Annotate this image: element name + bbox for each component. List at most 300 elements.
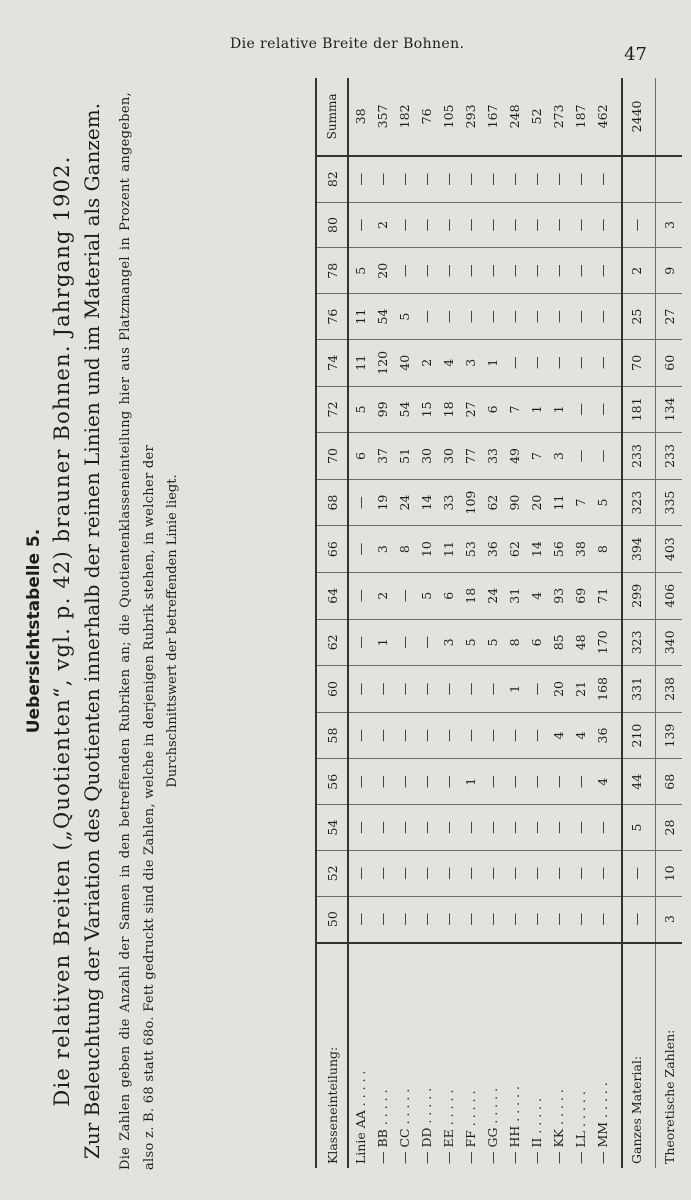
cell-value: — — [525, 805, 547, 851]
cell-value: — — [591, 156, 613, 202]
cell-value: — — [525, 339, 547, 386]
cell-value: 36 — [591, 712, 613, 759]
summa-header: Summa — [316, 78, 348, 156]
sep-cell — [613, 666, 622, 713]
cell-value: — — [525, 202, 547, 248]
cell-value: 11 — [348, 339, 371, 386]
cell-value: — — [481, 896, 503, 942]
cell-value: 5 — [415, 572, 437, 619]
cell-value: — — [481, 850, 503, 896]
total-row-sum: 2440 — [622, 78, 649, 156]
cell-value: — — [569, 850, 591, 896]
cell-value: — — [415, 202, 437, 248]
cell-value: 48 — [569, 619, 591, 666]
theory-row-value: 3 — [656, 202, 683, 248]
total-row-value: 210 — [622, 712, 649, 759]
theory-row — [656, 78, 683, 1168]
cell-value: — — [503, 896, 525, 942]
cell-value: 1 — [459, 759, 481, 805]
cell-value: — — [547, 202, 569, 248]
theory-row-value: 335 — [656, 479, 683, 526]
cell-value: — — [393, 572, 415, 619]
cell-value: — — [415, 896, 437, 942]
cell-value: — — [371, 850, 393, 896]
cell-value: — — [415, 712, 437, 759]
cell-value: — — [481, 202, 503, 248]
cell-value: — — [503, 202, 525, 248]
cell-value: 18 — [437, 386, 459, 433]
cell-value: — — [348, 805, 371, 851]
cell-value: 31 — [503, 572, 525, 619]
cell-value: — — [393, 759, 415, 805]
table-row — [371, 78, 393, 1168]
cell-value: 8 — [393, 526, 415, 573]
row-label: — MM . . . . . — [594, 1082, 610, 1164]
cell-value: — — [481, 712, 503, 759]
table-row — [415, 78, 437, 1168]
sep-cell — [613, 896, 622, 942]
cell-value: — — [415, 805, 437, 851]
theory-row-value: 238 — [656, 666, 683, 713]
cell-value: — — [525, 294, 547, 340]
total-row — [622, 78, 649, 1168]
cell-value: — — [393, 202, 415, 248]
cell-value: — — [348, 712, 371, 759]
cell-value: 37 — [371, 433, 393, 480]
cell-value: — — [569, 386, 591, 433]
cell-value: — — [525, 759, 547, 805]
class-header: 80 — [316, 202, 348, 248]
cell-value: 20 — [371, 248, 393, 294]
cell-value: 1 — [525, 386, 547, 433]
table-heading: Uebersichtstabelle 5. — [24, 528, 44, 734]
cell-value: 1 — [371, 619, 393, 666]
table-row — [525, 78, 547, 1168]
cell-value: — — [459, 294, 481, 340]
class-header: 52 — [316, 850, 348, 896]
cell-value: 1 — [503, 666, 525, 713]
cell-value: 14 — [415, 479, 437, 526]
cell-value: — — [525, 156, 547, 202]
cell-value: 30 — [437, 433, 459, 480]
cell-value: — — [393, 248, 415, 294]
cell-value: — — [371, 666, 393, 713]
cell-value: 51 — [393, 433, 415, 480]
theory-row-value: 60 — [656, 339, 683, 386]
cell-value: — — [459, 156, 481, 202]
cell-value: — — [348, 666, 371, 713]
cell-value: — — [481, 666, 503, 713]
cell-value: 99 — [371, 386, 393, 433]
cell-value: 5 — [591, 479, 613, 526]
cell-value: — — [415, 850, 437, 896]
theory-row-label: Theoretische Zahlen: — [661, 1029, 677, 1164]
sep-cell — [613, 572, 622, 619]
cell-value: 14 — [525, 526, 547, 573]
total-row-value: — — [622, 850, 649, 896]
class-header: 78 — [316, 248, 348, 294]
cell-value: — — [525, 896, 547, 942]
class-header: 50 — [316, 896, 348, 942]
cell-value: — — [503, 294, 525, 340]
cell-value: — — [503, 850, 525, 896]
class-header: 58 — [316, 712, 348, 759]
cell-value: 8 — [503, 619, 525, 666]
separator-row — [613, 78, 622, 1168]
cell-value: 3 — [459, 339, 481, 386]
cell-value: — — [591, 850, 613, 896]
cell-value: — — [437, 805, 459, 851]
cell-value: — — [569, 805, 591, 851]
cell-value: 53 — [459, 526, 481, 573]
cell-value: — — [348, 526, 371, 573]
cell-value: — — [437, 712, 459, 759]
cell-value: 5 — [393, 294, 415, 340]
total-row-label: Ganzes Material: — [628, 1055, 644, 1164]
cell-value: 62 — [481, 479, 503, 526]
theory-row-value: 27 — [656, 294, 683, 340]
cell-value: — — [459, 896, 481, 942]
cell-value: 33 — [481, 433, 503, 480]
theory-row-value: 10 — [656, 850, 683, 896]
cell-value: — — [393, 896, 415, 942]
cell-value: — — [437, 156, 459, 202]
cell-value: 11 — [437, 526, 459, 573]
cell-value: — — [437, 202, 459, 248]
cell-value: 62 — [503, 526, 525, 573]
table-subtitle: Zur Beleuchtung der Variation des Quotienten innerhalb der reinen Linien und im Material als Ganzem. — [80, 102, 104, 1160]
sep-cell — [613, 712, 622, 759]
cell-value: — — [437, 666, 459, 713]
cell-value: 10 — [415, 526, 437, 573]
cell-value: 38 — [569, 526, 591, 573]
row-sum: 182 — [393, 78, 415, 156]
row-sum: 187 — [569, 78, 591, 156]
sep-cell — [613, 202, 622, 248]
cell-value: 18 — [459, 572, 481, 619]
total-row-value: 299 — [622, 572, 649, 619]
cell-value: — — [415, 666, 437, 713]
cell-value: 27 — [459, 386, 481, 433]
data-table-wrapper — [315, 78, 677, 1168]
total-row-value: 181 — [622, 386, 649, 433]
sep-cell — [613, 156, 622, 202]
cell-value: — — [547, 339, 569, 386]
cell-value: — — [371, 156, 393, 202]
cell-value: 7 — [525, 433, 547, 480]
total-row-value: 2 — [622, 248, 649, 294]
class-header: 70 — [316, 433, 348, 480]
cell-value: 54 — [371, 294, 393, 340]
cell-value: — — [437, 896, 459, 942]
cell-value: — — [415, 619, 437, 666]
cell-value: — — [547, 896, 569, 942]
cell-value: 4 — [547, 712, 569, 759]
cell-value: 4 — [569, 712, 591, 759]
total-row-value: 44 — [622, 759, 649, 805]
cell-value: — — [503, 712, 525, 759]
cell-value: — — [503, 248, 525, 294]
sep-cell — [613, 619, 622, 666]
data-table — [315, 78, 682, 1168]
row-sum: 357 — [371, 78, 393, 156]
theory-row-value: 340 — [656, 619, 683, 666]
row-label: — HH . . . . . — [506, 1085, 522, 1164]
cell-value: 69 — [569, 572, 591, 619]
cell-value: — — [393, 712, 415, 759]
row-sum: 76 — [415, 78, 437, 156]
theory-row-pad — [656, 156, 683, 202]
row-sum: 462 — [591, 78, 613, 156]
cell-value: 20 — [547, 666, 569, 713]
cell-value: — — [481, 294, 503, 340]
theory-row-value: 139 — [656, 712, 683, 759]
cell-value: 30 — [415, 433, 437, 480]
cell-value: 7 — [503, 386, 525, 433]
cell-value: — — [459, 850, 481, 896]
cell-value: 71 — [591, 572, 613, 619]
cell-value: — — [348, 759, 371, 805]
total-row-value: 233 — [622, 433, 649, 480]
row-sum: 38 — [348, 78, 371, 156]
sep-cell — [613, 339, 622, 386]
total-row-value: 331 — [622, 666, 649, 713]
cell-value: 2 — [371, 202, 393, 248]
cell-value: — — [393, 850, 415, 896]
cell-value: 2 — [371, 572, 393, 619]
theory-row-value: 403 — [656, 526, 683, 573]
cell-value: — — [503, 805, 525, 851]
theory-row-sum — [656, 78, 683, 156]
row-label: — FF . . . . . — [462, 1090, 478, 1164]
cell-value: — — [437, 294, 459, 340]
cell-value: 109 — [459, 479, 481, 526]
class-header: 56 — [316, 759, 348, 805]
theory-row-value: 233 — [656, 433, 683, 480]
cell-value: 4 — [525, 572, 547, 619]
row-label: Linie AA . . . . . — [352, 1070, 368, 1164]
row-sum: 52 — [525, 78, 547, 156]
cell-value: — — [459, 712, 481, 759]
cell-value: — — [348, 479, 371, 526]
cell-value: — — [348, 156, 371, 202]
cell-value: 21 — [569, 666, 591, 713]
cell-value: — — [525, 850, 547, 896]
cell-value: — — [591, 248, 613, 294]
page-number: 47 — [624, 44, 647, 65]
cell-value: — — [348, 202, 371, 248]
cell-value: — — [481, 156, 503, 202]
sep-cell — [613, 805, 622, 851]
table-row — [459, 78, 481, 1168]
class-header: 54 — [316, 805, 348, 851]
cell-value: — — [591, 896, 613, 942]
sep-cell — [613, 248, 622, 294]
total-row-value: 323 — [622, 619, 649, 666]
cell-value: — — [591, 202, 613, 248]
class-header: 82 — [316, 156, 348, 202]
total-row-value: 25 — [622, 294, 649, 340]
theory-row-value: 68 — [656, 759, 683, 805]
cell-value: — — [503, 759, 525, 805]
row-sum: 167 — [481, 78, 503, 156]
cell-value: — — [393, 805, 415, 851]
cell-value: — — [547, 805, 569, 851]
cell-value: — — [547, 759, 569, 805]
cell-value: — — [503, 339, 525, 386]
cell-value: — — [371, 896, 393, 942]
cell-value: 93 — [547, 572, 569, 619]
cell-value: 24 — [393, 479, 415, 526]
row-label: — GG . . . . . — [484, 1087, 500, 1164]
sep-cell — [613, 386, 622, 433]
class-header: 76 — [316, 294, 348, 340]
row-label: — CC . . . . . — [396, 1088, 412, 1164]
sep-cell — [613, 294, 622, 340]
theory-row-value: 28 — [656, 805, 683, 851]
table-row — [348, 78, 371, 1168]
cell-value: — — [393, 156, 415, 202]
sep-cell — [613, 433, 622, 480]
total-row-value: — — [622, 896, 649, 942]
cell-value: 11 — [348, 294, 371, 340]
theory-row-value: 406 — [656, 572, 683, 619]
cell-value: — — [569, 433, 591, 480]
row-label: — II . . . . . — [528, 1097, 544, 1164]
theory-row-value: 3 — [656, 896, 683, 942]
cell-value: — — [569, 248, 591, 294]
cell-value: — — [569, 202, 591, 248]
table-row — [393, 78, 415, 1168]
cell-value: 5 — [459, 619, 481, 666]
total-row-value: 323 — [622, 479, 649, 526]
cell-value: — — [569, 156, 591, 202]
cell-value: 4 — [591, 759, 613, 805]
row-label: — EE . . . . . — [440, 1089, 456, 1164]
cell-value: — — [591, 339, 613, 386]
total-row-value: 5 — [622, 805, 649, 851]
cell-value: — — [547, 156, 569, 202]
cell-value: — — [459, 202, 481, 248]
table-title: Die relativen Breiten („Quotienten“, vgl. p. 42) brauner Bohnen. Jahrgang 1902. — [50, 155, 74, 1107]
cell-value: 2 — [415, 339, 437, 386]
cell-value: 6 — [525, 619, 547, 666]
row-sum: 293 — [459, 78, 481, 156]
sep-cell — [613, 479, 622, 526]
total-row-value: 394 — [622, 526, 649, 573]
cell-value: 20 — [525, 479, 547, 526]
cell-value: 49 — [503, 433, 525, 480]
class-header: 62 — [316, 619, 348, 666]
header-row — [316, 78, 348, 1168]
cell-value: 15 — [415, 386, 437, 433]
theory-row-value: 134 — [656, 386, 683, 433]
cell-value: 1 — [481, 339, 503, 386]
cell-value: — — [547, 294, 569, 340]
cell-value: 5 — [348, 248, 371, 294]
running-head: Die relative Breite der Bohnen. — [230, 36, 465, 52]
class-header: 60 — [316, 666, 348, 713]
cell-value: 5 — [348, 386, 371, 433]
cell-value: — — [459, 248, 481, 294]
cell-value: — — [525, 248, 547, 294]
row-sum: 248 — [503, 78, 525, 156]
cell-value: — — [393, 666, 415, 713]
row-label: — BB . . . . . — [374, 1089, 390, 1164]
cell-value: — — [371, 759, 393, 805]
cell-value: — — [569, 294, 591, 340]
cell-value: 36 — [481, 526, 503, 573]
sep-cell — [613, 943, 622, 1168]
class-header: 74 — [316, 339, 348, 386]
table-row — [437, 78, 459, 1168]
cell-value: — — [371, 805, 393, 851]
cell-value: 168 — [591, 666, 613, 713]
cell-value: 33 — [437, 479, 459, 526]
theory-row-value: 9 — [656, 248, 683, 294]
cell-value: 3 — [371, 526, 393, 573]
cell-value: — — [547, 850, 569, 896]
row-sum: 273 — [547, 78, 569, 156]
cell-value: — — [481, 248, 503, 294]
cell-value: — — [348, 619, 371, 666]
cell-value: — — [547, 248, 569, 294]
cell-value: 170 — [591, 619, 613, 666]
cell-value: — — [415, 248, 437, 294]
sep-cell — [613, 759, 622, 805]
cell-value: 6 — [348, 433, 371, 480]
sep-cell — [613, 526, 622, 573]
cell-value: 90 — [503, 479, 525, 526]
sep-cell — [613, 78, 622, 156]
cell-value: — — [591, 294, 613, 340]
cell-value: 3 — [437, 619, 459, 666]
cell-value: — — [569, 896, 591, 942]
cell-value: 85 — [547, 619, 569, 666]
table-note: Die Zahlen geben die Anzahl der Samen in den betreffenden Rubriken an; die Quotientenklasseneinteilung hier aus Platzmangel in Prozent angegeben, also z. B. 68 statt 68o. Fett gedruckt sind die Zahlen, welche in derjenigen Rubrik stehen, in welcher der — [118, 92, 157, 1170]
cell-value: — — [393, 619, 415, 666]
cell-value: — — [348, 850, 371, 896]
class-label: Klasseneinteilung: — [316, 943, 348, 1168]
cell-value: — — [525, 712, 547, 759]
cell-value: 11 — [547, 479, 569, 526]
total-row-value: 70 — [622, 339, 649, 386]
cell-value: 40 — [393, 339, 415, 386]
row-label: — KK . . . . . — [550, 1089, 566, 1164]
class-header: 72 — [316, 386, 348, 433]
cell-value: — — [591, 433, 613, 480]
row-sum: 105 — [437, 78, 459, 156]
row-label: — LL . . . . . — [572, 1091, 588, 1164]
cell-value: — — [415, 156, 437, 202]
cell-value: — — [371, 712, 393, 759]
cell-value: — — [569, 339, 591, 386]
cell-value: 19 — [371, 479, 393, 526]
cell-value: 8 — [591, 526, 613, 573]
cell-value: — — [437, 759, 459, 805]
cell-value: — — [481, 759, 503, 805]
cell-value: — — [481, 805, 503, 851]
rotated-table-block — [20, 76, 677, 1186]
cell-value: 4 — [437, 339, 459, 386]
cell-value: 3 — [547, 433, 569, 480]
cell-value: 7 — [569, 479, 591, 526]
total-row-pad — [622, 156, 649, 202]
cell-value: 56 — [547, 526, 569, 573]
cell-value: — — [569, 759, 591, 805]
cell-value: 6 — [481, 386, 503, 433]
cell-value: — — [591, 386, 613, 433]
